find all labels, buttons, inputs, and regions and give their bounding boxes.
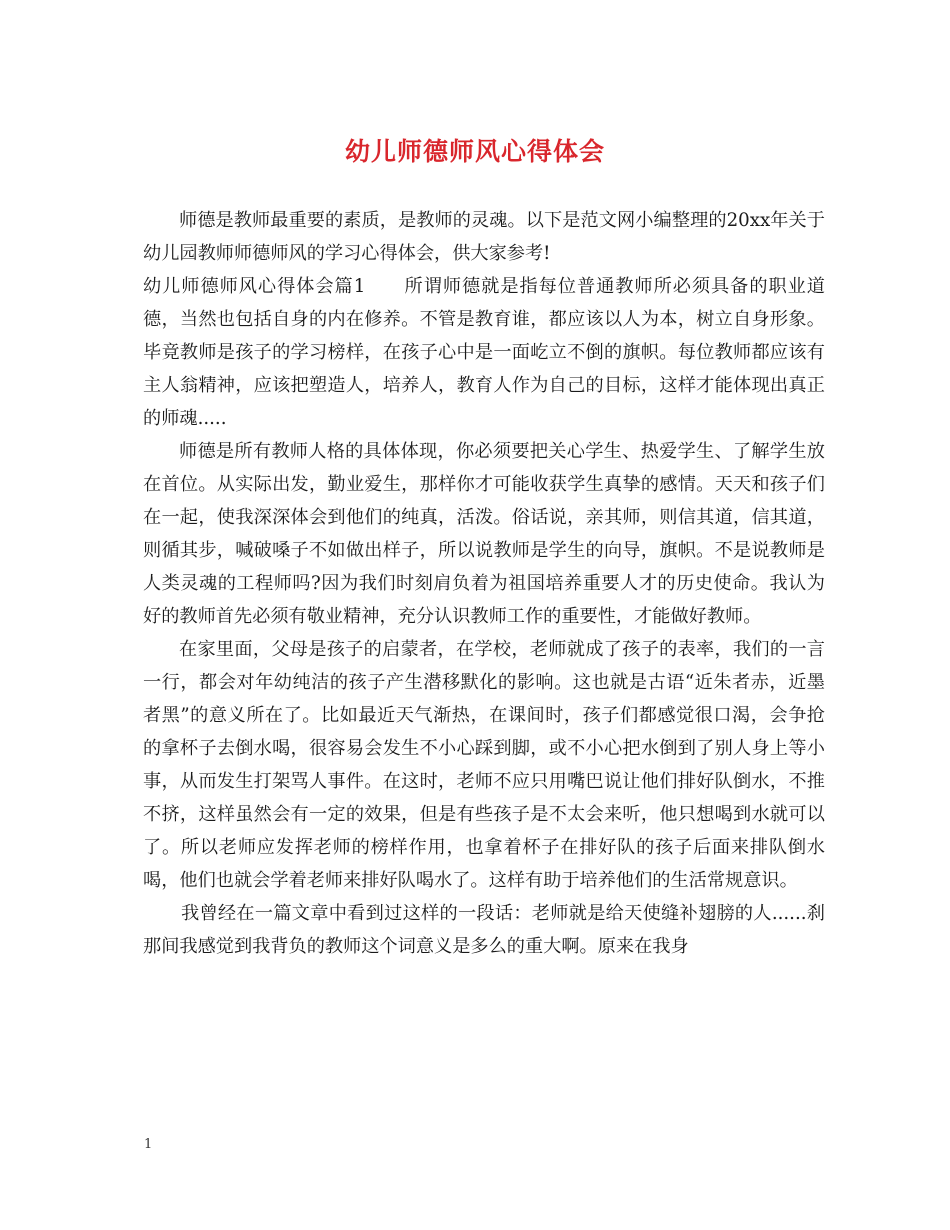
- body-paragraph-2: 师德是所有教师人格的具体体现，你必须要把关心学生、热爱学生、了解学生放在首位。从实际出发，勤业爱生，那样你才可能收获学生真挚的感情。天天和孩子们在一起，使我深深体会到他们的纯真，活泼。俗话说，亲其师，则信其道，信其道，则循其步，喊破嗓子不如做出样子，所以说教师是学生的向导，旗帜。不是说教师是人类灵魂的工程师吗?因为我们时刻肩负着为祖国培养重要人才的历史使命。我认为好的教师首先必须有敬业精神，充分认识教师工作的重要性，才能做好教师。: [143, 441, 825, 627]
- body-paragraph-4: 我曾经在一篇文章中看到过这样的一段话：老师就是给天使缝补翅膀的人......刹那间我感觉到我背负的教师这个词意义是多么的重大啊。原来在我身: [143, 903, 825, 957]
- intro-paragraph: 师德是教师最重要的素质，是教师的灵魂。以下是范文网小编整理的20xx年关于幼儿园教师师德师风的学习心得体会，供大家参考!: [143, 210, 825, 264]
- page-number: 1: [144, 1137, 153, 1152]
- document-body: [143, 204, 825, 963]
- section-1-paragraph: 幼儿师德师风心得体会篇1 所谓师德就是指每位普通教师所必须具备的职业道德，当然也包括自身的内在修养。不管是教育谁，都应该以人为本，树立自身形象。毕竟教师是孩子的学习榜样，在孩子心中是一面屹立不倒的旗帜。每位教师都应该有主人翁精神，应该把塑造人，培养人，教育人作为自己的目标，这样才能体现出真正的师魂.....: [143, 276, 825, 429]
- document-title: 幼儿师德师风心得体会: [344, 137, 605, 166]
- body-paragraph-3: 在家里面，父母是孩子的启蒙者，在学校，老师就成了孩子的表率，我们的一言一行，都会对年幼纯洁的孩子产生潜移默化的影响。这也就是古语“近朱者赤，近墨者黑”的意义所在了。比如最近天气渐热，在课间时，孩子们都感觉很口渴，会争抢的拿杯子去倒水喝，很容易会发生不小心踩到脚，或不小心把水倒到了别人身上等小事，从而发生打架骂人事件。在这时，老师不应只用嘴巴说让他们排好队倒水，不推不挤，这样虽然会有一定的效果，但是有些孩子是不太会来听，他只想喝到水就可以了。所以老师应发挥老师的榜样作用，也拿着杯子在排好队的孩子后面来排队倒水喝，他们也就会学着老师来排好队喝水了。这样有助于培养他们的生活常规意识。: [143, 639, 825, 891]
